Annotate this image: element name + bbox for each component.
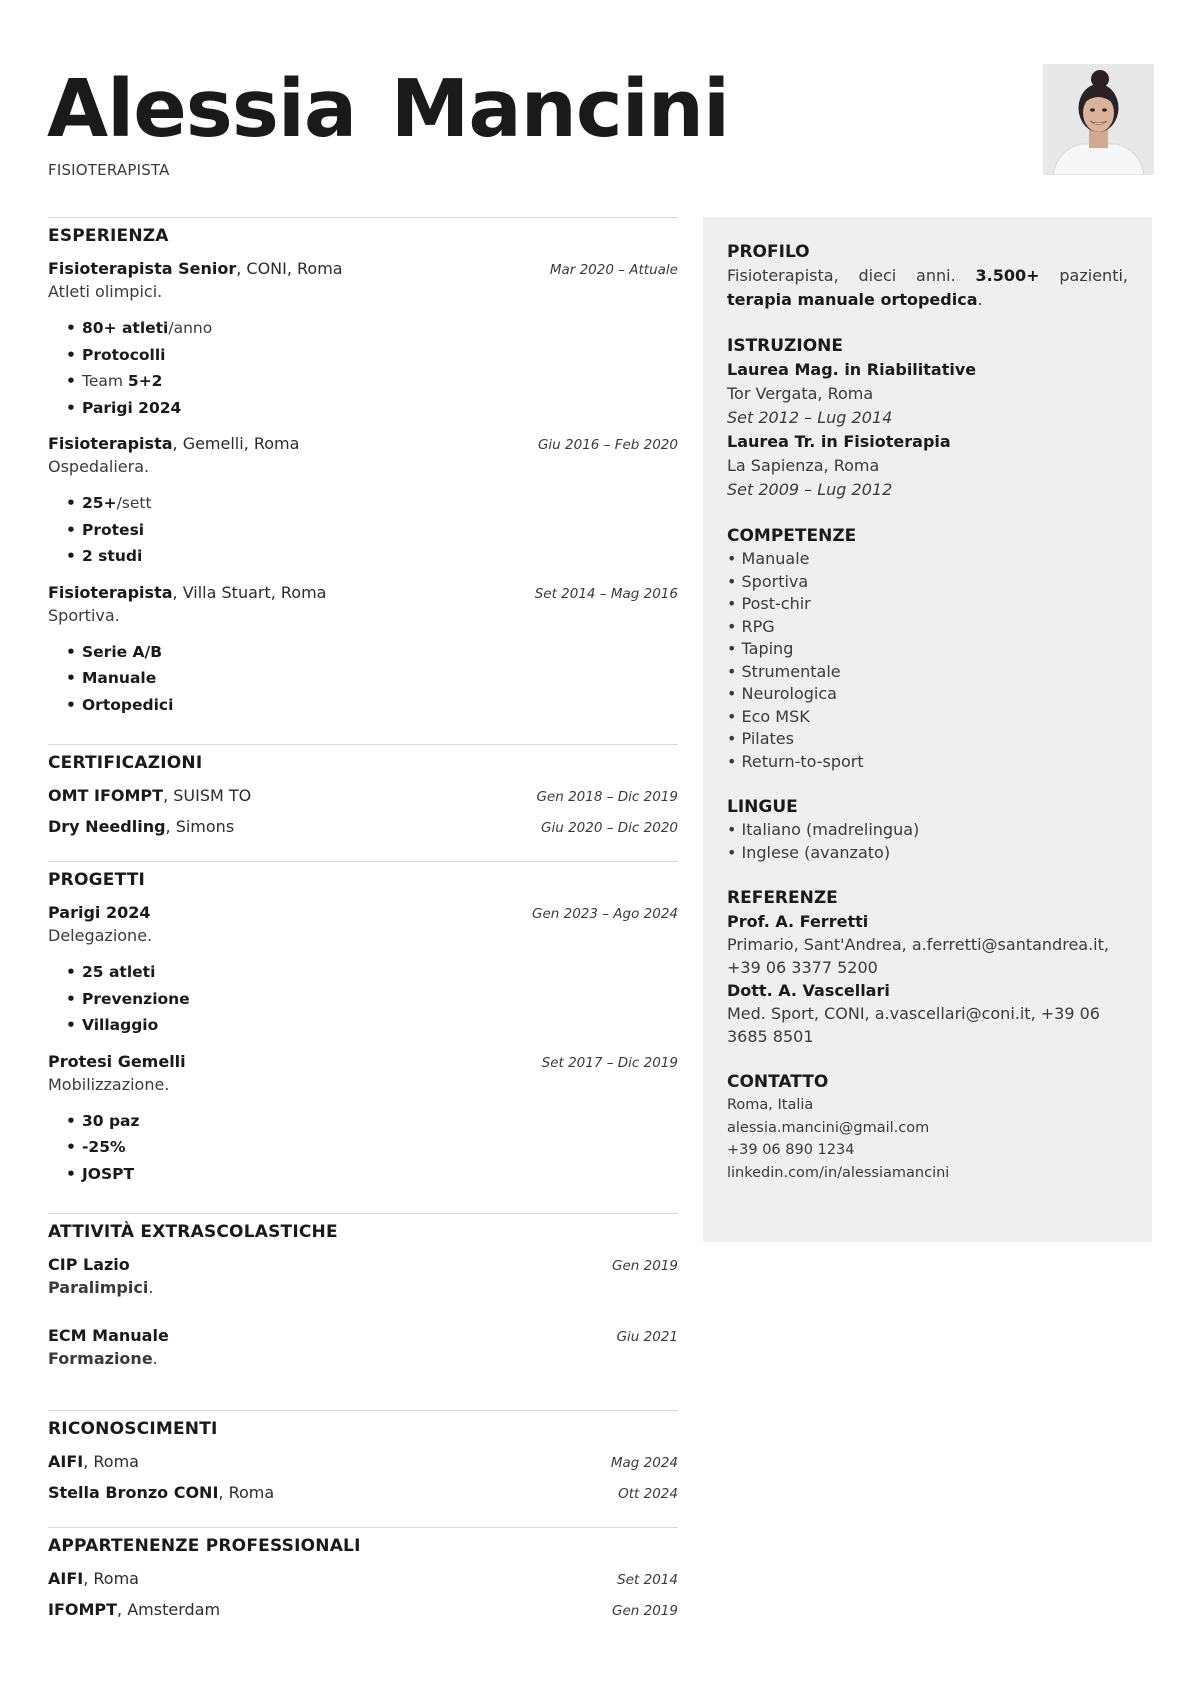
entry-description: Formazione: [48, 1349, 153, 1368]
skill-item: • Neurologica: [727, 684, 837, 703]
list-item: • Serie A/B: [66, 639, 678, 666]
list-item: • Villaggio: [66, 1012, 678, 1039]
school: Tor Vergata, Roma: [727, 384, 874, 403]
memberships-section: [48, 1527, 678, 1644]
date: Mag 2024: [610, 1455, 678, 1471]
certifications-section: [48, 744, 678, 861]
language-item: • Italiano (madrelingua): [727, 820, 920, 839]
achievements-list: [66, 315, 678, 421]
skill-item: • Sportiva: [727, 571, 809, 591]
achievements-list: [66, 959, 678, 1039]
section-title: PROFILO: [727, 242, 810, 262]
award-entry: Stella Bronzo CONI, Roma Ott 2024: [48, 1482, 678, 1505]
degree: Laurea Tr. in Fisioterapia: [727, 432, 951, 451]
section-title: CERTIFICAZIONI: [48, 753, 203, 773]
contact-city: Roma, Italia: [727, 1097, 814, 1113]
skill-item: • Taping: [727, 639, 794, 658]
skill-item: • RPG: [727, 616, 775, 636]
list-item: • Ortopedici: [66, 692, 678, 719]
project-entry: [48, 902, 678, 1039]
date-range: Gen 2023 – Ago 2024: [531, 906, 678, 922]
skills-block: [727, 526, 1128, 773]
reference-name: Prof. A. Ferretti: [727, 912, 869, 931]
achievements-list: [66, 1108, 678, 1188]
achievements-list: [66, 490, 678, 570]
projects-section: [48, 861, 678, 1213]
project-entry: [48, 1051, 678, 1188]
section-title: APPARTENENZE PROFESSIONALI: [48, 1536, 361, 1556]
entry-description: Paralimpici: [48, 1278, 149, 1297]
section-title: REFERENZE: [727, 888, 838, 908]
list-item: • JOSPT: [66, 1161, 678, 1188]
date-range: Set 2014 – Mag 2016: [534, 585, 678, 602]
contact-email[interactable]: alessia.mancini@gmail.com: [727, 1119, 930, 1136]
position-title: Fisioterapista: [48, 434, 173, 453]
organization: , CONI, Roma: [236, 259, 343, 278]
education-block: [727, 336, 1128, 502]
section-title: LINGUE: [727, 797, 798, 817]
entry-description: Ospedaliera.: [48, 457, 150, 476]
activity-name: ECM Manuale: [48, 1326, 169, 1345]
references-block: [727, 888, 1128, 1048]
contact-phone[interactable]: +39 06 890 1234: [727, 1142, 855, 1158]
skill-item: • Return-to-sport: [727, 751, 864, 771]
date-range: Gen 2018 – Dic 2019: [536, 789, 678, 805]
date-range: Set 2009 – Lug 2012: [727, 480, 893, 499]
position-title: Fisioterapista: [48, 582, 173, 602]
project-name: Protesi Gemelli: [48, 1051, 186, 1071]
reference-info: Primario, Sant'Andrea, a.ferretti@santandrea.it, +39 06 3377 5200: [727, 935, 1109, 977]
list-item: • 25 atleti: [66, 959, 678, 986]
date-range: Set 2012 – Lug 2014: [727, 408, 893, 427]
date-range: Set 2017 – Dic 2019: [541, 1054, 678, 1071]
entry-description: Delegazione.: [48, 926, 153, 945]
project-name: Parigi 2024: [48, 903, 151, 922]
profile-summary: Fisioterapista, dieci anni. 3.500+ pazienti, terapia manuale ortopedica.: [727, 266, 1128, 309]
main-column: [48, 217, 678, 1644]
experience-entry: [48, 433, 678, 570]
skill-item: • Post-chir: [727, 594, 811, 613]
full-name: Alessia Mancini: [47, 63, 730, 155]
activity-name: CIP Lazio: [48, 1255, 130, 1274]
contact-block: [727, 1072, 1128, 1184]
certification-entry: OMT IFOMPT, SUISM TO Gen 2018 – Dic 2019: [48, 785, 678, 808]
section-title: PROGETTI: [48, 870, 146, 890]
entry-description: Atleti olimpici.: [48, 282, 163, 301]
extracurricular-section: [48, 1213, 678, 1410]
degree: Laurea Mag. in Riabilitative: [727, 360, 977, 379]
certification-entry: Dry Needling, Simons Giu 2020 – Dic 2020: [48, 816, 678, 839]
reference-info: Med. Sport, CONI, a.vascellari@coni.it, +39 06 3685 8501: [727, 1004, 1100, 1046]
date-range: Giu 2016 – Feb 2020: [537, 437, 678, 453]
contact-linkedin[interactable]: linkedin.com/in/alessiamancini: [727, 1164, 950, 1181]
organization: , Villa Stuart, Roma: [172, 582, 327, 602]
organization: , Gemelli, Roma: [172, 434, 300, 453]
job-title: FISIOTERAPISTA: [48, 161, 170, 179]
profile-photo: [1043, 64, 1154, 175]
skill-item: • Eco MSK: [727, 706, 810, 726]
section-title: COMPETENZE: [727, 526, 857, 546]
activity-entry: CIP Lazio Gen 2019 Paralimpici.: [48, 1255, 678, 1297]
list-item: • Protocolli: [66, 342, 678, 369]
awards-section: [48, 1410, 678, 1527]
date: Ott 2024: [618, 1486, 678, 1502]
sidebar: [703, 217, 1152, 1242]
section-title: ATTIVITÀ EXTRASCOLASTICHE: [48, 1222, 338, 1242]
list-item: • 80+ atleti/anno: [66, 315, 678, 342]
list-item: • Prevenzione: [66, 986, 678, 1013]
position-title: Fisioterapista Senior: [48, 259, 237, 278]
date-range: Mar 2020 – Attuale: [549, 262, 678, 278]
skill-item: • Manuale: [727, 549, 810, 568]
membership-entry: IFOMPT, Amsterdam Gen 2019: [48, 1599, 678, 1622]
section-title: CONTATTO: [727, 1072, 829, 1092]
achievements-list: [66, 639, 678, 719]
experience-entry: [48, 258, 678, 421]
list-item: • -25%: [66, 1134, 678, 1161]
profile-block: [727, 242, 1128, 312]
section-title: ISTRUZIONE: [727, 336, 844, 356]
list-item: • Manuale: [66, 665, 678, 692]
list-item: • Protesi: [66, 517, 678, 544]
language-item: • Inglese (avanzato): [727, 842, 891, 862]
experience-section: [48, 217, 678, 744]
list-item: • Team 5+2: [66, 368, 678, 395]
date: Gen 2019: [612, 1603, 678, 1619]
entry-description: Mobilizzazione.: [48, 1074, 170, 1094]
skill-item: • Pilates: [727, 729, 794, 748]
membership-entry: AIFI, Roma Set 2014: [48, 1568, 678, 1591]
date: Set 2014: [617, 1572, 678, 1588]
list-item: • Parigi 2024: [66, 395, 678, 422]
languages-block: [727, 797, 1128, 864]
list-item: • 2 studi: [66, 543, 678, 570]
section-title: ESPERIENZA: [48, 226, 169, 246]
reference-name: Dott. A. Vascellari: [727, 981, 890, 1000]
portrait-image: [1043, 64, 1154, 175]
experience-entry: [48, 582, 678, 719]
award-entry: AIFI, Roma Mag 2024: [48, 1451, 678, 1474]
list-item: • 30 paz: [66, 1108, 678, 1135]
date-range: Giu 2021: [616, 1329, 678, 1345]
entry-description: Sportiva.: [48, 605, 120, 625]
activity-entry: ECM Manuale Giu 2021 Formazione.: [48, 1326, 678, 1368]
school: La Sapienza, Roma: [727, 456, 880, 475]
date-range: Gen 2019: [612, 1258, 678, 1274]
list-item: • 25+/sett: [66, 490, 678, 517]
section-title: RICONOSCIMENTI: [48, 1419, 218, 1439]
skill-item: • Strumentale: [727, 661, 841, 681]
date-range: Giu 2020 – Dic 2020: [541, 820, 678, 836]
